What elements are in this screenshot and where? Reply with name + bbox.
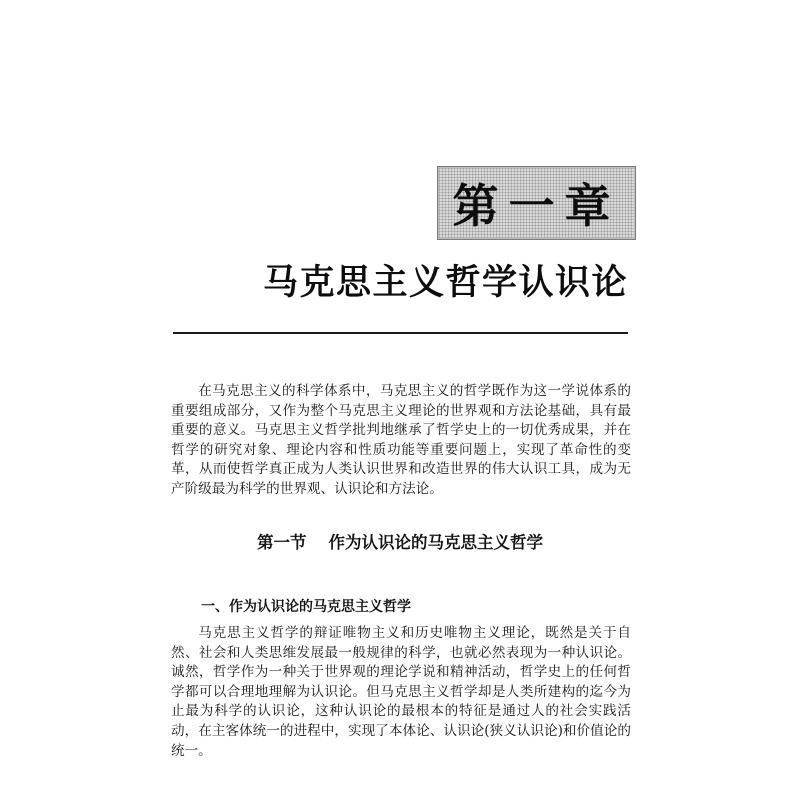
intro-paragraph: 在马克思主义的科学体系中，马克思主义的哲学既作为这一学说体系的重要组成部分，又作为整个马克思主义理论的世界观和方法论基础，具有最重要的意义。马克思主义哲学批判地继承了哲学史上的一切优秀成果，并在哲学的研究对象、理论内容和性质功能等重要问题上，实现了革命性的变革，从而使哲学真正成为人类认识世界和改造世界的伟大认识工具，成为无产阶级最为科学的世界观、认识论和方法论。 — [171, 383, 631, 497]
chapter-label-box — [437, 166, 636, 240]
subsection-heading: 一、作为认识论的马克思主义哲学 — [201, 599, 411, 615]
body-paragraph: 马克思主义哲学的辩证唯物主义和历史唯物主义理论，既然是关于自然、社会和人类思维发展最一般规律的科学，也就必然表现为一种认识论。诚然，哲学作为一种关于世界观的理论学说和精神活动，哲学史上的任何哲学都可以合理地理解为认识论。但马克思主义哲学却是人类所建构的迄今为止最为科学的认识论，这种认识论的最根本的特征是通过人的社会实践活动，在主客体统一的进程中，实现了本体论、认识论(狭义认识论)和价值论的统一。 — [171, 625, 631, 759]
section-title-text: 作为认识论的马克思主义哲学 — [328, 533, 543, 552]
chapter-label: 第一章 — [452, 179, 621, 233]
section-number: 第一节 — [257, 533, 307, 552]
chapter-title: 马克思主义哲学认识论 — [262, 263, 628, 303]
section-title — [0, 529, 800, 553]
title-divider — [173, 332, 628, 334]
